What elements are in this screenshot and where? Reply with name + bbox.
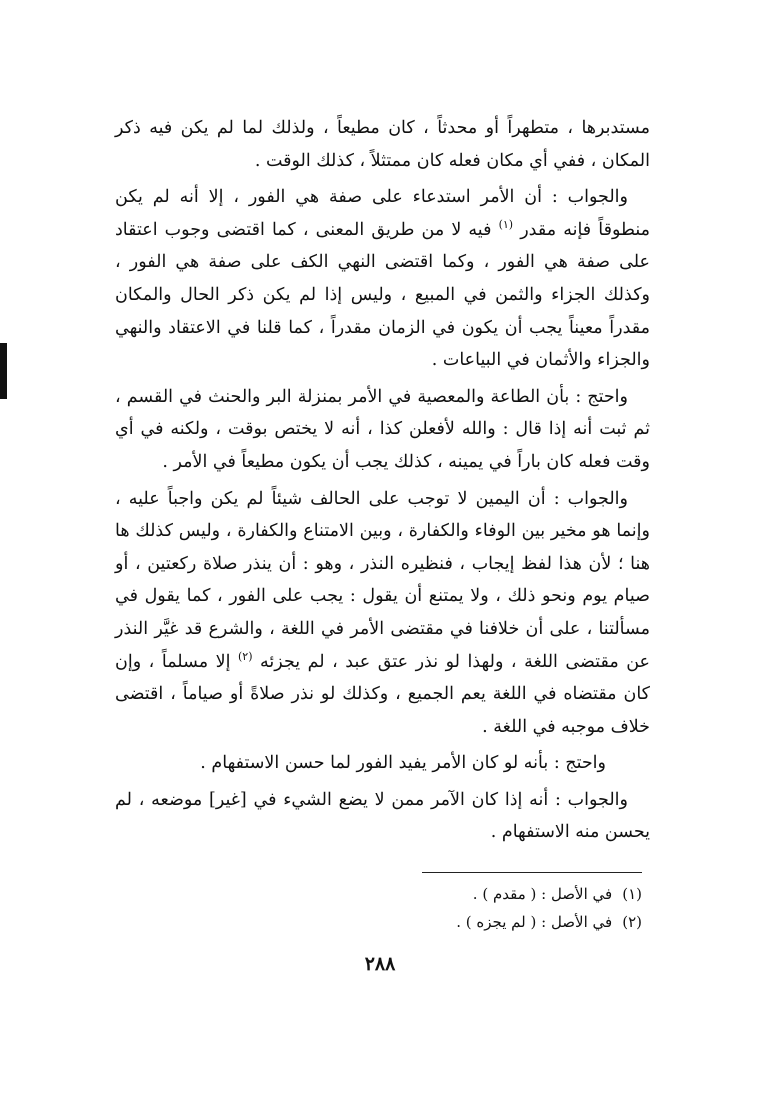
footnote-1-number: (١) (622, 885, 642, 903)
paragraph-4-part-2: إلا مسلماً ، وإن كان مقتضاه في اللغة يعم الجميع ، وكذلك لو نذر صلاةً أو صياماً ، اقتضى خلاف موجبه في اللغة . (115, 651, 650, 737)
paragraph-3: واحتج : بأن الطاعة والمعصية في الأمر بمنزلة البر والحنث في القسم ، ثم ثبت أنه إذا قال : والله لأفعلن كذا ، أنه لا يختص بوقت ، ولكنه في أي وقت فعله كان باراً في يمينه ، كذلك يجب أن يكون مطيعاً في الأمر . (115, 386, 650, 472)
paragraph-5: واحتج : بأنه لو كان الأمر يفيد الفور لما حسن الاستفهام . (200, 753, 606, 774)
footnote-divider (422, 872, 642, 873)
footnote-2 (250, 908, 642, 936)
paragraph-2-part-2: فيه لا من طريق المعنى ، كما اقتضى وجوب اعتقاد على صفة هي الفور ، وكما اقتضى النهي الكف على صفة هي الفور ، وكذلك الجزاء والثمن في المبيع ، وليس إذا لم يكن ذكر الحال والمكان مقدراً معيناً يجب أن يكون في الزمان مقدراً ، كما قلنا في الاعتقاد والنهي والجزاء والأثمان في البياعات . (115, 219, 650, 371)
paragraph-4 (115, 483, 650, 744)
footnote-2-text: في الأصل : ( لم يجزه ) . (456, 913, 613, 931)
paragraph-6: والجواب : أنه إذا كان الآمر ممن لا يضع الشيء في [غير] موضعه ، لم يحسن منه الاستفهام . (115, 789, 650, 843)
paragraph-2-part-1: والجواب : أن الأمر استدعاء على صفة هي الفور ، إلا أنه لم يكن منطوقاً فإنه مقدر (115, 187, 651, 240)
footnotes (250, 880, 642, 936)
footnote-ref-1: (١) (498, 217, 514, 231)
page-number: ٢٨٨ (364, 953, 396, 975)
paragraph-1: مستدبرها ، متطهراً أو محدثاً ، كان مطيعاً ، ولذلك لما لم يكن فيه ذكر المكان ، ففي أي مكان فعله كان ممتثلاً ، كذلك الوقت . (115, 118, 650, 171)
footnote-2-number: (٢) (622, 913, 642, 931)
paragraph-2 (115, 181, 650, 377)
footnote-1 (250, 880, 642, 908)
scan-edge-mark (0, 343, 7, 399)
main-text (115, 112, 650, 853)
footnote-ref-2: (٢) (237, 649, 253, 663)
footnote-1-text: في الأصل : ( مقدم ) . (472, 885, 613, 903)
paragraph-4-part-1: والجواب : أن اليمين لا توجب على الحالف شيئاً لم يكن واجباً عليه ، وإنما هو مخير بين الوفاء والكفارة ، وبين الامتناع والكفارة ، وليس كذلك ها هنا ؛ لأن هذا لفظ إيجاب ، فنظيره النذر ، وهو : أن ينذر صلاة ركعتين ، أو صيام يوم ونحو ذلك ، ولا يمتنع أن يقول : يجب على الفور ، كما يقول في مسألتنا ، على أن خلافنا في مقتضى الأمر في اللغة ، والشرع قد غيَّر النذر عن مقتضى اللغة ، ولهذا لو نذر عتق عبد ، لم يجزئه (115, 488, 650, 672)
